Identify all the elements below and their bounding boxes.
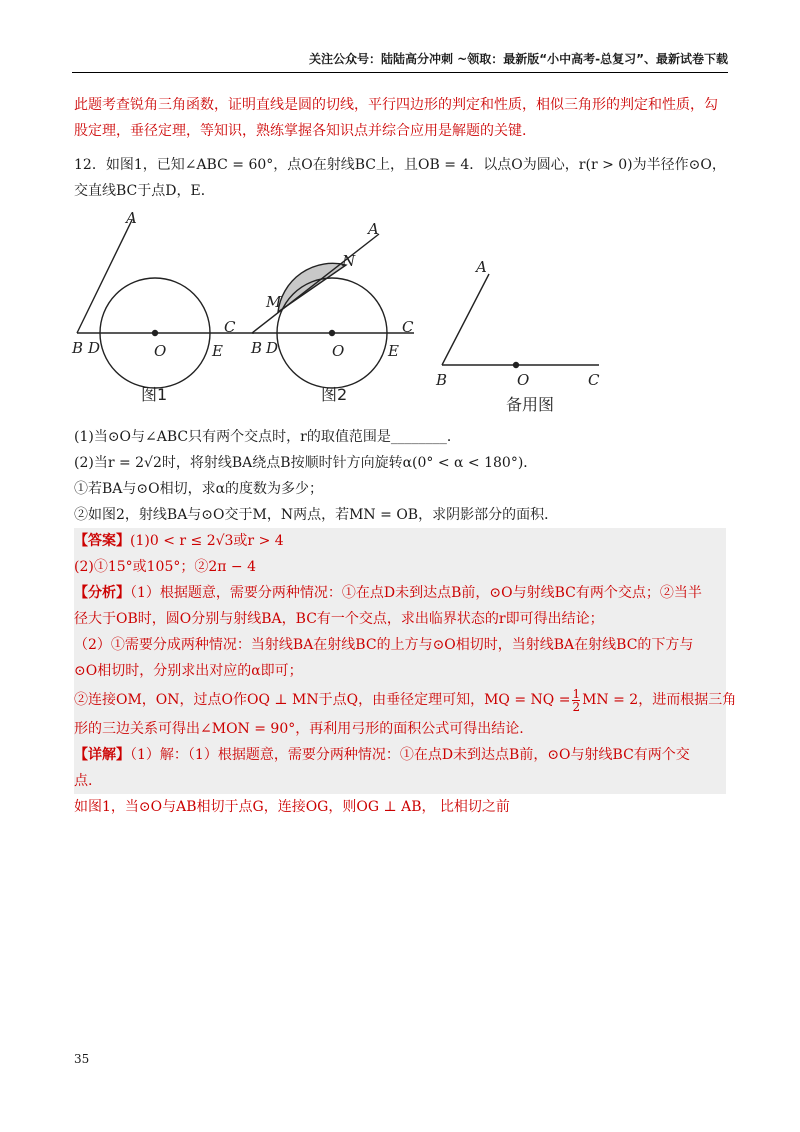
analysis-line-4: ⊙O相切时，分别求出对应的α即可；	[74, 658, 726, 684]
analysis-text-5b: MN = 2，进而根据三角	[582, 692, 737, 708]
fig3-label-c: C	[588, 371, 600, 389]
fraction-denominator: 2	[572, 699, 581, 714]
analysis-line-5	[74, 684, 737, 716]
fig3-label-a: A	[476, 258, 487, 276]
analysis-line-1	[74, 580, 726, 606]
analysis-tag: 【分析】	[74, 585, 130, 601]
fig2-label-e: E	[388, 342, 399, 360]
detail-line-2: 点.	[74, 768, 726, 794]
question-part-2a: ①若BA与⊙O相切，求α的度数为多少；	[74, 481, 324, 497]
fraction-one-half	[572, 688, 580, 713]
fig2-label-a: A	[368, 220, 379, 238]
detail-line-1	[74, 742, 726, 768]
figure-svg	[72, 209, 726, 414]
fig3-caption: 备用图	[506, 395, 555, 414]
question-part-2: (2)当r = 2√2时，将射线BA绕点B按顺时针方向旋转α(0° < α < 180°)．	[74, 455, 538, 471]
fig2-caption: 图2	[321, 385, 348, 404]
answer-tag: 【答案】	[74, 533, 130, 549]
fig1-caption: 图1	[141, 385, 168, 404]
page-number: 35	[74, 1052, 90, 1066]
question-line-1: 12．如图1，已知∠ABC = 60°，点O在射线BC上，且OB = 4．以点O为圆心，r(r > 0)为半径作⊙O，	[74, 157, 726, 173]
figures	[72, 209, 726, 414]
figure-1	[77, 220, 254, 388]
fig3-label-b: B	[436, 371, 448, 389]
intro-line-1: 此题考查锐角三角函数，证明直线是圆的切线，平行四边形的判定和性质，相似三角形的判定和性质，勾	[74, 97, 718, 113]
answer-line-1	[74, 528, 726, 554]
fig1-label-d: D	[88, 339, 101, 357]
analysis-text-5a: ②连接OM，ON，过点O作OQ ⊥ MN于点Q，由垂径定理可知，MQ = NQ =	[74, 692, 571, 708]
fig2-label-n: N	[342, 252, 356, 270]
fig1-label-e: E	[212, 342, 223, 360]
answer-text-1: (1)0 < r ≤ 2√3或r > 4	[130, 533, 284, 549]
detail-tag: 【详解】	[74, 747, 130, 763]
figure-3	[442, 274, 599, 368]
fig2-label-c: C	[402, 318, 414, 336]
analysis-line-3: （2）①需要分成两种情况：当射线BA在射线BC的上方与⊙O相切时，当射线BA在射线BC的下方与	[74, 632, 726, 658]
fig2-label-m: M	[266, 293, 282, 311]
fig1-label-o: O	[154, 342, 167, 360]
answer-line-2: (2)①15°或105°；②2π − 4	[74, 554, 726, 580]
fig2-label-b: B	[251, 339, 263, 357]
fraction-numerator: 1	[572, 686, 581, 701]
detail-text-1: （1）解：（1）根据题意，需要分两种情况：①在点D未到达点B前，⊙O与射线BC有两个交	[130, 747, 690, 763]
fig3-label-o: O	[517, 371, 530, 389]
question-part-1: (1)当⊙O与∠ABC只有两个交点时，r的取值范围是________．	[74, 429, 461, 445]
fig2-label-o: O	[332, 342, 345, 360]
fig1-label-c: C	[224, 318, 236, 336]
page-header: 关注公众号：陆陆高分冲刺 ~领取：最新版“小中高考-总复习”、最新试卷下载	[72, 50, 728, 73]
fig1-label-a: A	[126, 209, 137, 227]
page-content	[72, 92, 737, 820]
fig2-label-d: D	[266, 339, 279, 357]
question-line-2: 交直线BC于点D，E．	[74, 183, 215, 199]
analysis-line-6: 形的三边关系可得出∠MON = 90°，再利用弓形的面积公式可得出结论.	[74, 716, 726, 742]
fig1-label-b: B	[72, 339, 84, 357]
analysis-line-2: 径大于OB时，圆O分别与射线BA，BC有一个交点，求出临界状态的r即可得出结论；	[74, 606, 726, 632]
figure-2	[252, 234, 414, 388]
detail-line-3: 如图1，当⊙O与AB相切于点G，连接OG，则OG ⊥ AB， 比相切之前	[74, 799, 510, 815]
intro-line-2: 股定理，垂径定理，等知识，熟练掌握各知识点并综合应用是解题的关键.	[74, 123, 527, 139]
question-part-2b: ②如图2，射线BA与⊙O交于M，N两点，若MN = OB，求阴影部分的面积．	[74, 507, 559, 523]
analysis-text-1: （1）根据题意，需要分两种情况：①在点D未到达点B前，⊙O与射线BC有两个交点；②当半	[130, 585, 702, 601]
